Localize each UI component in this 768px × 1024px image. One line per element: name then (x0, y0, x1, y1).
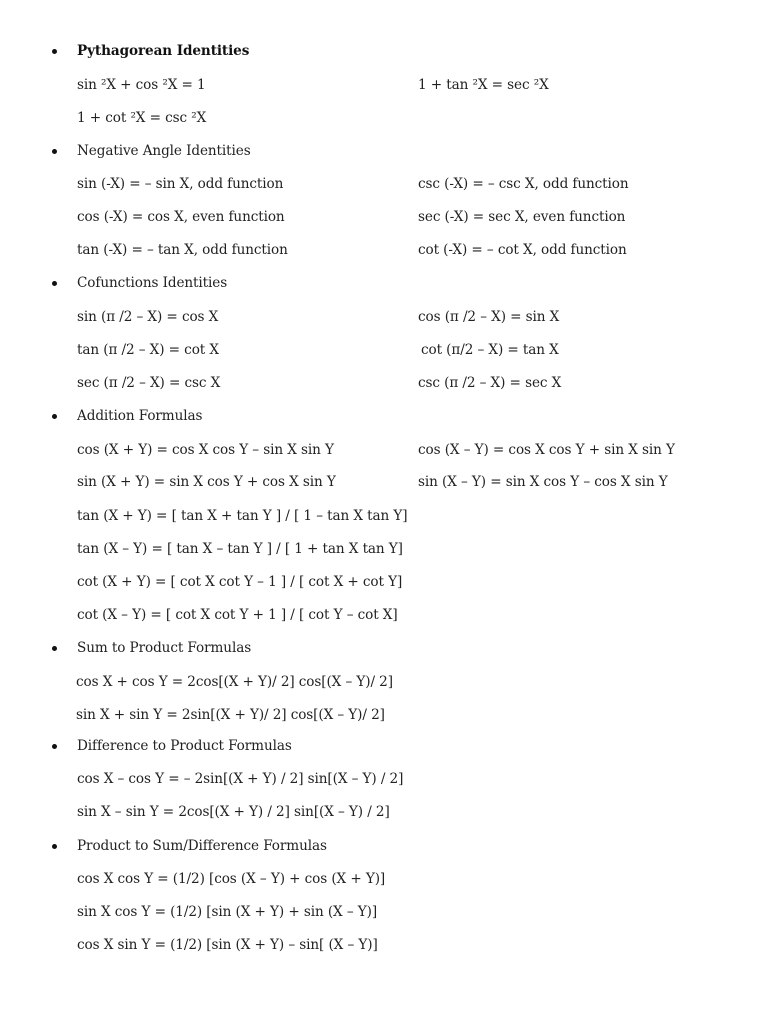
bullet-icon (52, 404, 58, 428)
formula-right: csc (-X) = – csc X, odd function (418, 176, 629, 192)
formula-left: cos X cos Y = (1/2) [cos (X – Y) + cos (X + Y)] (77, 871, 386, 887)
formula-right: sin (X – Y) = sin X cos Y – cos X sin Y (418, 474, 668, 490)
formula-left: cos X sin Y = (1/2) [sin (X + Y) – sin[ (X – Y)] (77, 937, 378, 953)
formula-right: cos (π /2 – X) = sin X (418, 309, 560, 325)
section-title: Product to Sum/Difference Formulas (77, 838, 327, 854)
formula-left: tan (X – Y) = [ tan X – tan Y ] / [ 1 + tan X tan Y] (77, 541, 403, 557)
formula-right: sec (-X) = sec X, even function (418, 209, 626, 225)
formula-right: cot (-X) = – cot X, odd function (418, 242, 627, 258)
formula-left: cot (X – Y) = [ cot X cot Y + 1 ] / [ cot Y – cot X] (77, 607, 398, 623)
formula-right: cos (X – Y) = cos X cos Y + sin X sin Y (418, 442, 675, 458)
formula-left: tan (X + Y) = [ tan X + tan Y ] / [ 1 – tan X tan Y] (77, 508, 408, 524)
section-title: Negative Angle Identities (77, 143, 251, 159)
bullet-icon (52, 834, 58, 858)
formula-left: cos X + cos Y = 2cos[(X + Y)/ 2] cos[(X – Y)/ 2] (76, 674, 393, 690)
formula-left: cos (-X) = cos X, even function (77, 209, 285, 225)
formula-left: cos X – cos Y = – 2sin[(X + Y) / 2] sin[(X – Y) / 2] (77, 771, 404, 787)
formula-left: tan (-X) = – tan X, odd function (77, 242, 288, 258)
formula-left: cos (X + Y) = cos X cos Y – sin X sin Y (77, 442, 334, 458)
section-title: Addition Formulas (77, 408, 203, 424)
formula-left: sin X + sin Y = 2sin[(X + Y)/ 2] cos[(X – Y)/ 2] (76, 707, 385, 723)
formula-left: sin X cos Y = (1/2) [sin (X + Y) + sin (X – Y)] (77, 904, 378, 920)
bullet-icon (52, 39, 58, 63)
formula-left: tan (π /2 – X) = cot X (77, 342, 219, 358)
formula-left: sin (X + Y) = sin X cos Y + cos X sin Y (77, 474, 336, 490)
section-title: Cofunctions Identities (77, 275, 228, 291)
section-title: Difference to Product Formulas (77, 738, 292, 754)
bullet-icon (52, 636, 58, 660)
formula-left: 1 + cot ²X = csc ²X (77, 110, 207, 126)
formula-left: cot (X + Y) = [ cot X cot Y – 1 ] / [ cot X + cot Y] (77, 574, 403, 590)
formula-right: csc (π /2 – X) = sec X (418, 375, 562, 391)
section-title: Pythagorean Identities (77, 43, 250, 59)
formula-left: sin (-X) = – sin X, odd function (77, 176, 284, 192)
formula-left: sec (π /2 – X) = csc X (77, 375, 221, 391)
bullet-icon (52, 271, 58, 295)
formula-right: cot (π/2 – X) = tan X (421, 342, 559, 358)
section-title: Sum to Product Formulas (77, 640, 252, 656)
formula-left: sin X – sin Y = 2cos[(X + Y) / 2] sin[(X – Y) / 2] (77, 804, 390, 820)
bullet-icon (52, 734, 58, 758)
formula-right: 1 + tan ²X = sec ²X (418, 77, 549, 93)
formula-left: sin (π /2 – X) = cos X (77, 309, 219, 325)
bullet-icon (52, 139, 58, 163)
formula-left: sin ²X + cos ²X = 1 (77, 77, 206, 93)
